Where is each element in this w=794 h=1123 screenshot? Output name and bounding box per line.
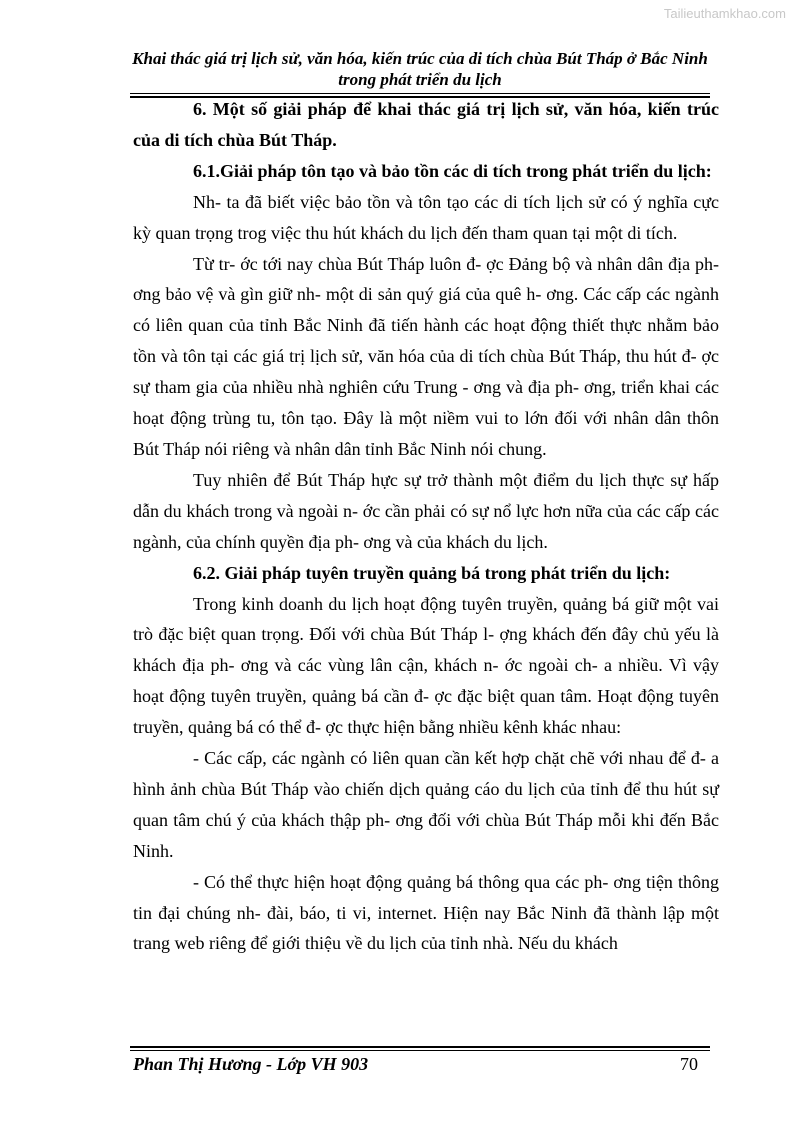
footer-author: Phan Thị Hương - Lớp VH 903 [133, 1054, 369, 1074]
watermark: Tailieuthamkhao.com [663, 6, 786, 21]
footer-divider [130, 1050, 710, 1051]
paragraph-2: Từ tr- ớc tới nay chùa Bút Tháp luôn đ- ợc Đảng bộ và nhân dân địa ph- ơng bảo vệ và gìn giữ nh- một di sản quý giá của quê h- ơng. Các cấp các ngành có liên quan của tỉnh Bắc Ninh đã tiến hành các hoạt động thiết thực nhằm bảo tồn và tôn tại các giá trị lịch sử, văn hóa của di tích chùa Bút Tháp, thu hút đ- ợc sự tham gia của nhiều nhà nghiên cứu Trung - ơng và địa ph- ơng, triển khai các hoạt động trùng tu, tôn tạo. Đây là một niềm vui to lớn đối với nhân dân thôn Bút Tháp nói riêng và nhân dân tỉnh Bắc Ninh nói chung. [133, 253, 719, 459]
page-header-title: Khai thác giá trị lịch sử, văn hóa, kiến trúc của di tích chùa Bút Tháp ở Bắc Ninh trong phát triển du lịch [132, 49, 708, 89]
paragraph-3: Tuy nhiên để Bút Tháp hực sự trở thành một điểm du lịch thực sự hấp dẫn du khách trong và ngoài n- ớc cần phải có sự nổ lực hơn nữa của các cấp các ngành, của chính quyền địa ph- ơng và của khách du lịch. [133, 469, 719, 552]
paragraph-1: Nh- ta đã biết việc bảo tồn và tôn tạo các di tích lịch sử có ý nghĩa cực kỳ quan trọng trog việc thu hút khách du lịch đến tham quan tại một di tích. [133, 191, 719, 243]
page-number: 70 [680, 1054, 698, 1074]
paragraph-4: Trong kinh doanh du lịch hoạt động tuyên truyền, quảng bá giữ một vai trò đặc biệt quan trọng. Đối với chùa Bút Tháp l- ợng khách đến đây chủ yếu là khách địa ph- ơng và các vùng lân cận, khách n- ớc ngoài ch- a nhiều. Vì vậy hoạt động tuyên truyền, quảng bá cần đ- ợc đặc biệt quan tâm. Hoạt động tuyên truyền, quảng bá có thể đ- ợc thực hiện bằng nhiều kênh khác nhau: [133, 593, 719, 738]
paragraph-6: - Có thể thực hiện hoạt động quảng bá thông qua các ph- ơng tiện thông tin đại chúng nh- đài, báo, ti vi, internet. Hiện nay Bắc Ninh đã thành lập một trang web riêng để giới thiệu về du lịch của tỉnh nhà. Nếu du khách [133, 871, 719, 954]
section-6-2-heading: 6.2. Giải pháp tuyên truyền quảng bá trong phát triển du lịch: [193, 562, 671, 583]
section-6-1-heading: 6.1.Giải pháp tôn tạo và bảo tồn các di tích trong phát triển du lịch: [193, 160, 712, 181]
document-body [133, 94, 719, 959]
footer-divider-thick [130, 1046, 710, 1048]
section-6-heading: 6. Một số giải pháp để khai thác giá trị lịch sử, văn hóa, kiến trúc của di tích chùa Bút Tháp. [133, 99, 719, 150]
paragraph-5: - Các cấp, các ngành có liên quan cần kết hợp chặt chẽ với nhau để đ- a hình ảnh chùa Bút Tháp vào chiến dịch quảng cáo du lịch của tỉnh để thu hút sự quan tâm chú ý của khách thập ph- ơng đối với chùa Bút Tháp mỗi khi đến Bắc Ninh. [133, 748, 719, 861]
